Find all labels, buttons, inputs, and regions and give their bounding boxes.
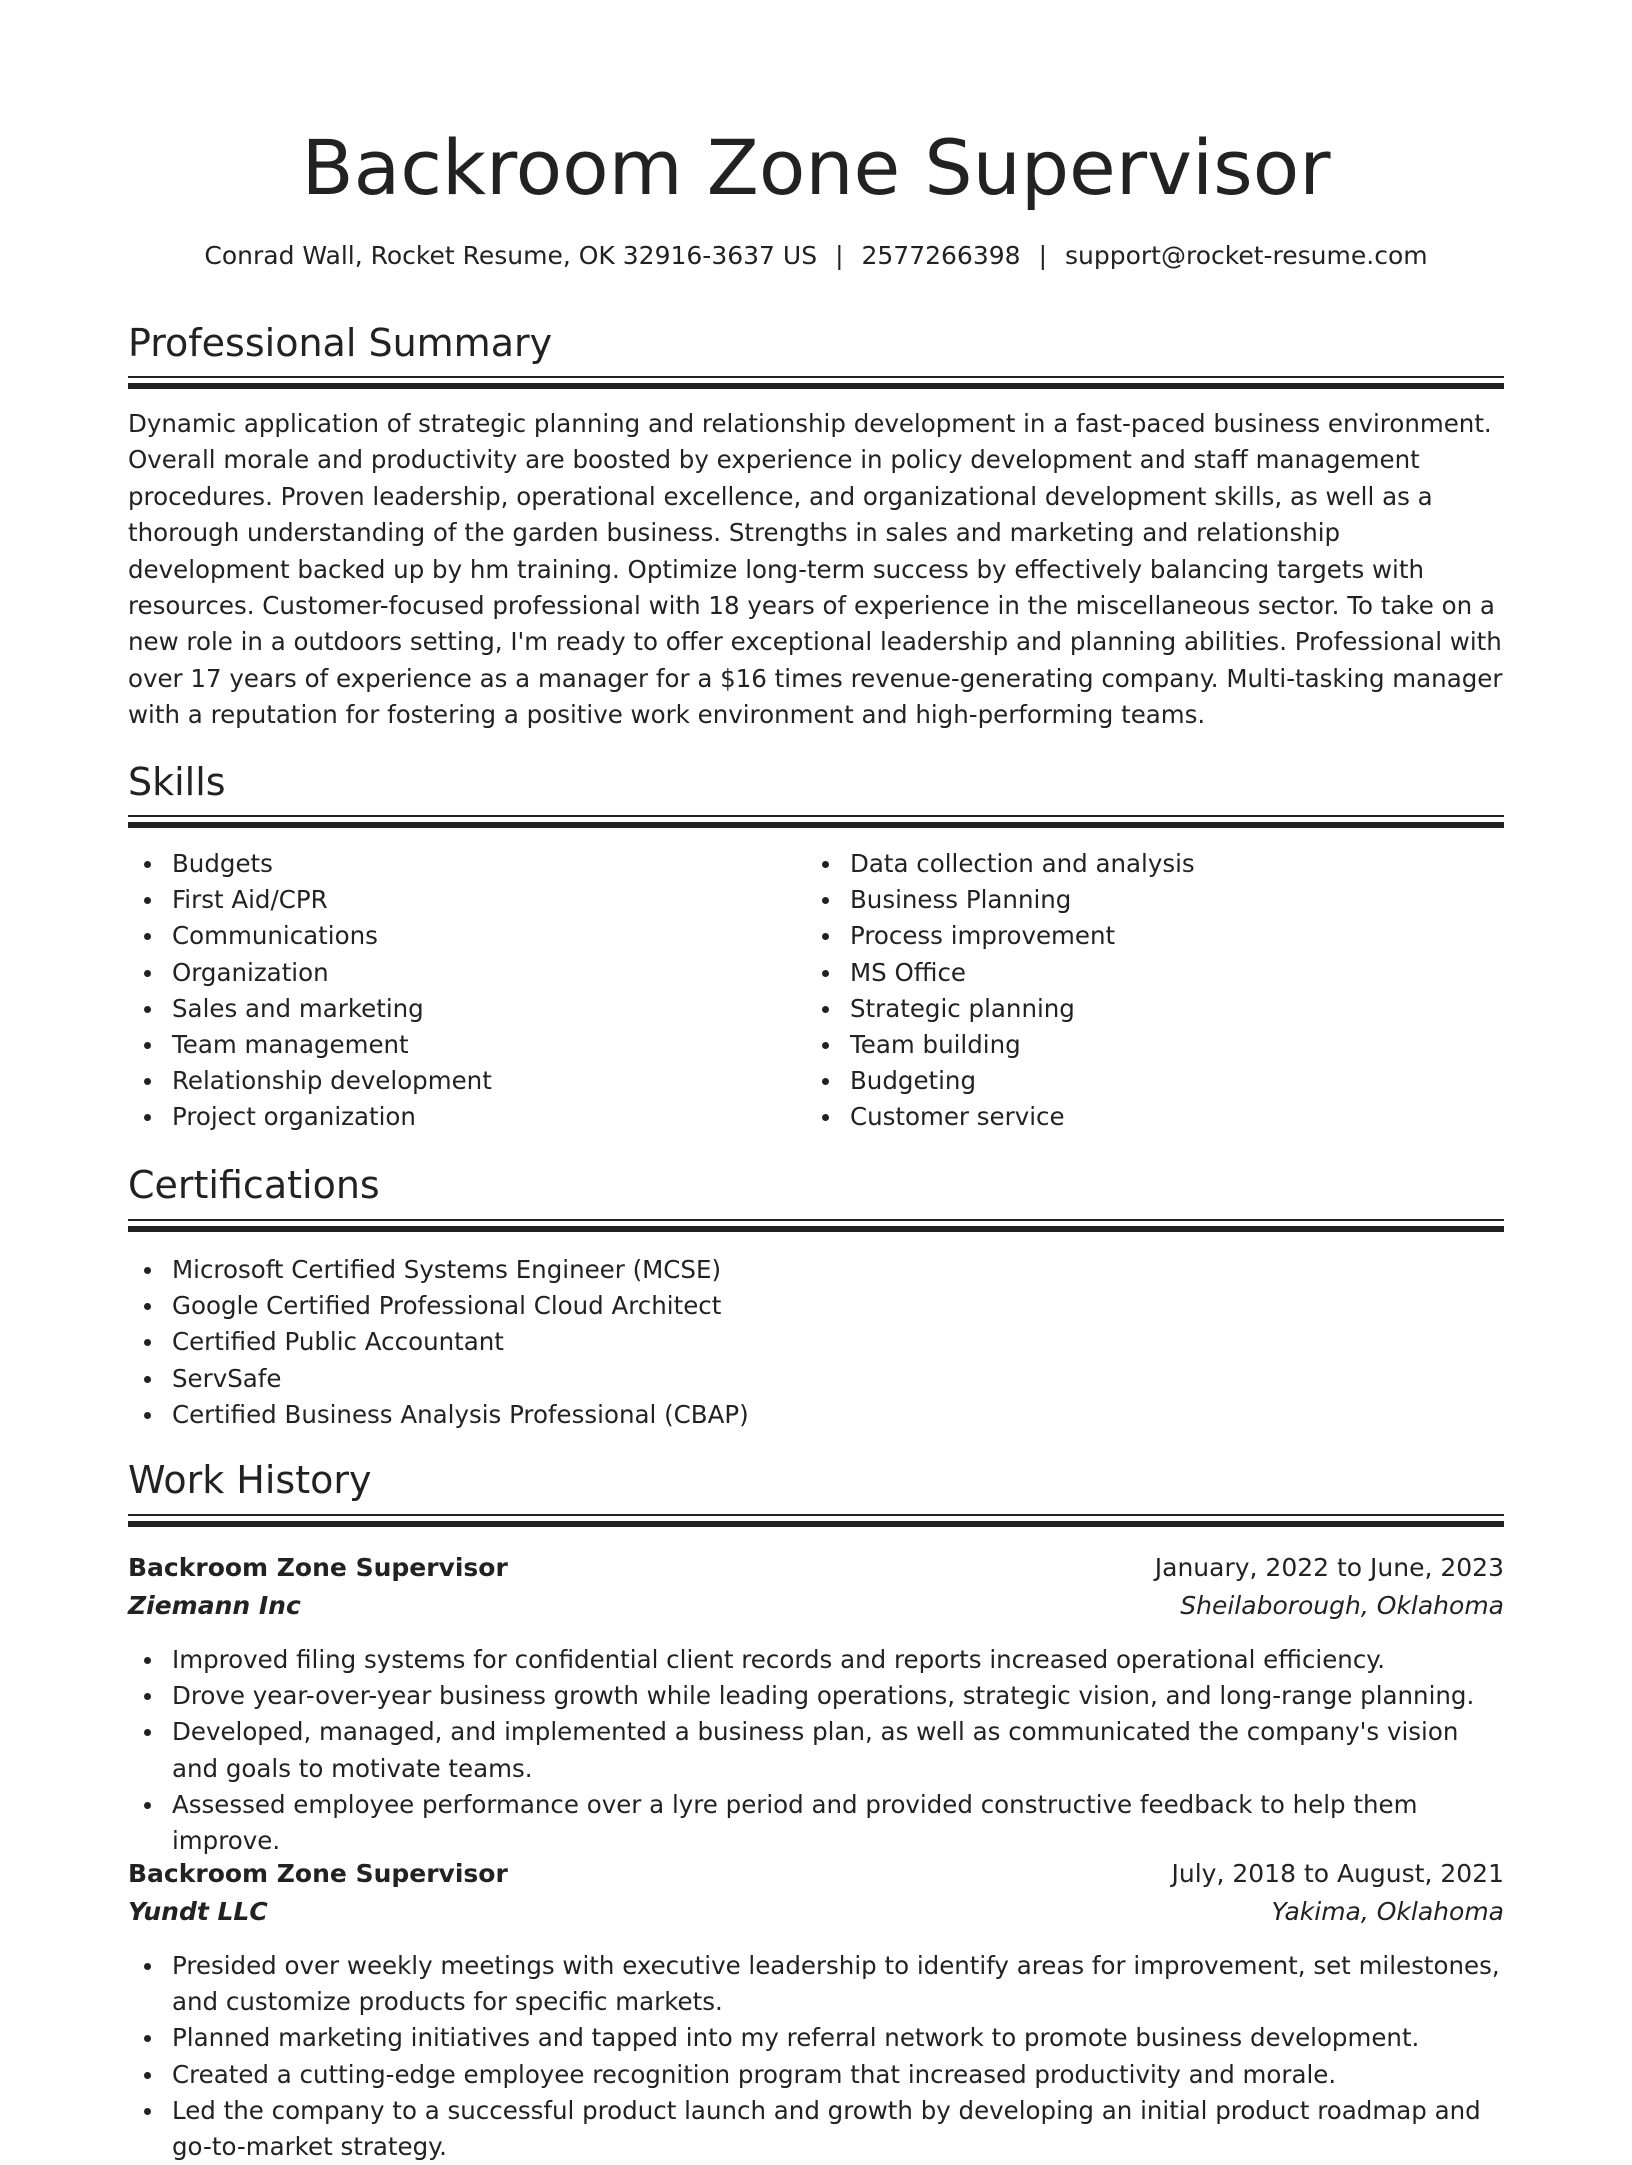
contact-email: support@rocket-resume.com (1065, 241, 1428, 270)
section-title-skills: Skills (128, 760, 226, 804)
certification-item: Google Certified Professional Cloud Architect (128, 1288, 1504, 1324)
section-divider (128, 1514, 1504, 1527)
job-bullet: Created a cutting-edge employee recognition program that increased productivity and morale. (128, 2057, 1504, 2093)
skill-item: Project organization (128, 1099, 808, 1135)
skill-item: Team management (128, 1027, 808, 1063)
section-divider (128, 376, 1504, 389)
job-header (128, 1549, 1504, 1625)
certification-item: Certified Public Accountant (128, 1324, 1504, 1360)
section-title-work-history: Work History (128, 1458, 372, 1502)
job-header (128, 1855, 1504, 1931)
job-title: Backroom Zone Supervisor (128, 1859, 508, 1888)
contact-separator: | (1038, 241, 1047, 270)
certifications-list (128, 1252, 1504, 1433)
contact-phone: 2577266398 (861, 241, 1021, 270)
job-dates: July, 2018 to August, 2021 (1171, 1859, 1504, 1888)
skill-item: Customer service (806, 1099, 1486, 1135)
skill-item: Data collection and analysis (806, 846, 1486, 882)
resume-name-title: Backroom Zone Supervisor (301, 123, 1331, 212)
job-bullet: Planned marketing initiatives and tapped into my referral network to promote business development. (128, 2020, 1504, 2056)
skill-item: First Aid/CPR (128, 882, 808, 918)
contact-separator: | (835, 241, 844, 270)
skill-item: Business Planning (806, 882, 1486, 918)
section-divider (128, 1219, 1504, 1232)
job-bullet: Led the company to a successful product launch and growth by developing an initial product roadmap and go-to-market strategy. (128, 2093, 1504, 2165)
skill-item: Budgets (128, 846, 808, 882)
skill-item: MS Office (806, 955, 1486, 991)
section-title-summary: Professional Summary (128, 321, 553, 365)
job-location: Sheilaborough, Oklahoma (1180, 1591, 1504, 1620)
skill-item: Strategic planning (806, 991, 1486, 1027)
certification-item: ServSafe (128, 1361, 1504, 1397)
job-company: Yundt LLC (128, 1897, 268, 1926)
job-title: Backroom Zone Supervisor (128, 1553, 508, 1582)
job-bullets (128, 1948, 1504, 2165)
job-bullet: Presided over weekly meetings with executive leadership to identify areas for improvement, set milestones, and customize products for specific markets. (128, 1948, 1504, 2020)
certification-item: Certified Business Analysis Professional (CBAP) (128, 1397, 1504, 1433)
skill-item: Communications (128, 918, 808, 954)
skill-item: Organization (128, 955, 808, 991)
summary-text: Dynamic application of strategic planning and relationship development in a fast-paced business environment. Overall morale and productivity are boosted by experience in policy development and staff management procedures. Proven leadership, operational excellence, and organizational development skills, as well as a thorough understanding of the garden business. Strengths in sales and marketing and relationship development backed up by hm training. Optimize long-term success by effectively balancing targets with resources. Customer-focused professional with 18 years of experience in the miscellaneous sector. To take on a new role in a outdoors setting, I'm ready to offer exceptional leadership and planning abilities. Professional with over 17 years of experience as a manager for a $16 times revenue-generating company. Multi-tasking manager with a reputation for fostering a positive work environment and high-performing teams. (128, 409, 1503, 730)
job-bullet: Improved filing systems for confidential client records and reports increased operational efficiency. (128, 1642, 1504, 1678)
contact-address: Conrad Wall, Rocket Resume, OK 32916-3637 US (204, 241, 818, 270)
certification-item: Microsoft Certified Systems Engineer (MCSE) (128, 1252, 1504, 1288)
skills-list-left (128, 846, 808, 1136)
job-bullet: Drove year-over-year business growth while leading operations, strategic vision, and long-range planning. (128, 1678, 1504, 1714)
skill-item: Team building (806, 1027, 1486, 1063)
skill-item: Relationship development (128, 1063, 808, 1099)
job-bullet: Assessed employee performance over a lyre period and provided constructive feedback to help them improve. (128, 1787, 1504, 1859)
job-dates: January, 2022 to June, 2023 (1154, 1553, 1504, 1582)
job-bullet: Developed, managed, and implemented a business plan, as well as communicated the company's vision and goals to motivate teams. (128, 1714, 1504, 1786)
skills-list-right (806, 846, 1486, 1136)
section-title-certifications: Certifications (128, 1163, 380, 1207)
skill-item: Process improvement (806, 918, 1486, 954)
contact-line (128, 238, 1504, 274)
job-location: Yakima, Oklahoma (1271, 1897, 1504, 1926)
skill-item: Sales and marketing (128, 991, 808, 1027)
job-bullets (128, 1642, 1504, 1859)
job-company: Ziemann Inc (128, 1591, 301, 1620)
section-divider (128, 815, 1504, 828)
skill-item: Budgeting (806, 1063, 1486, 1099)
